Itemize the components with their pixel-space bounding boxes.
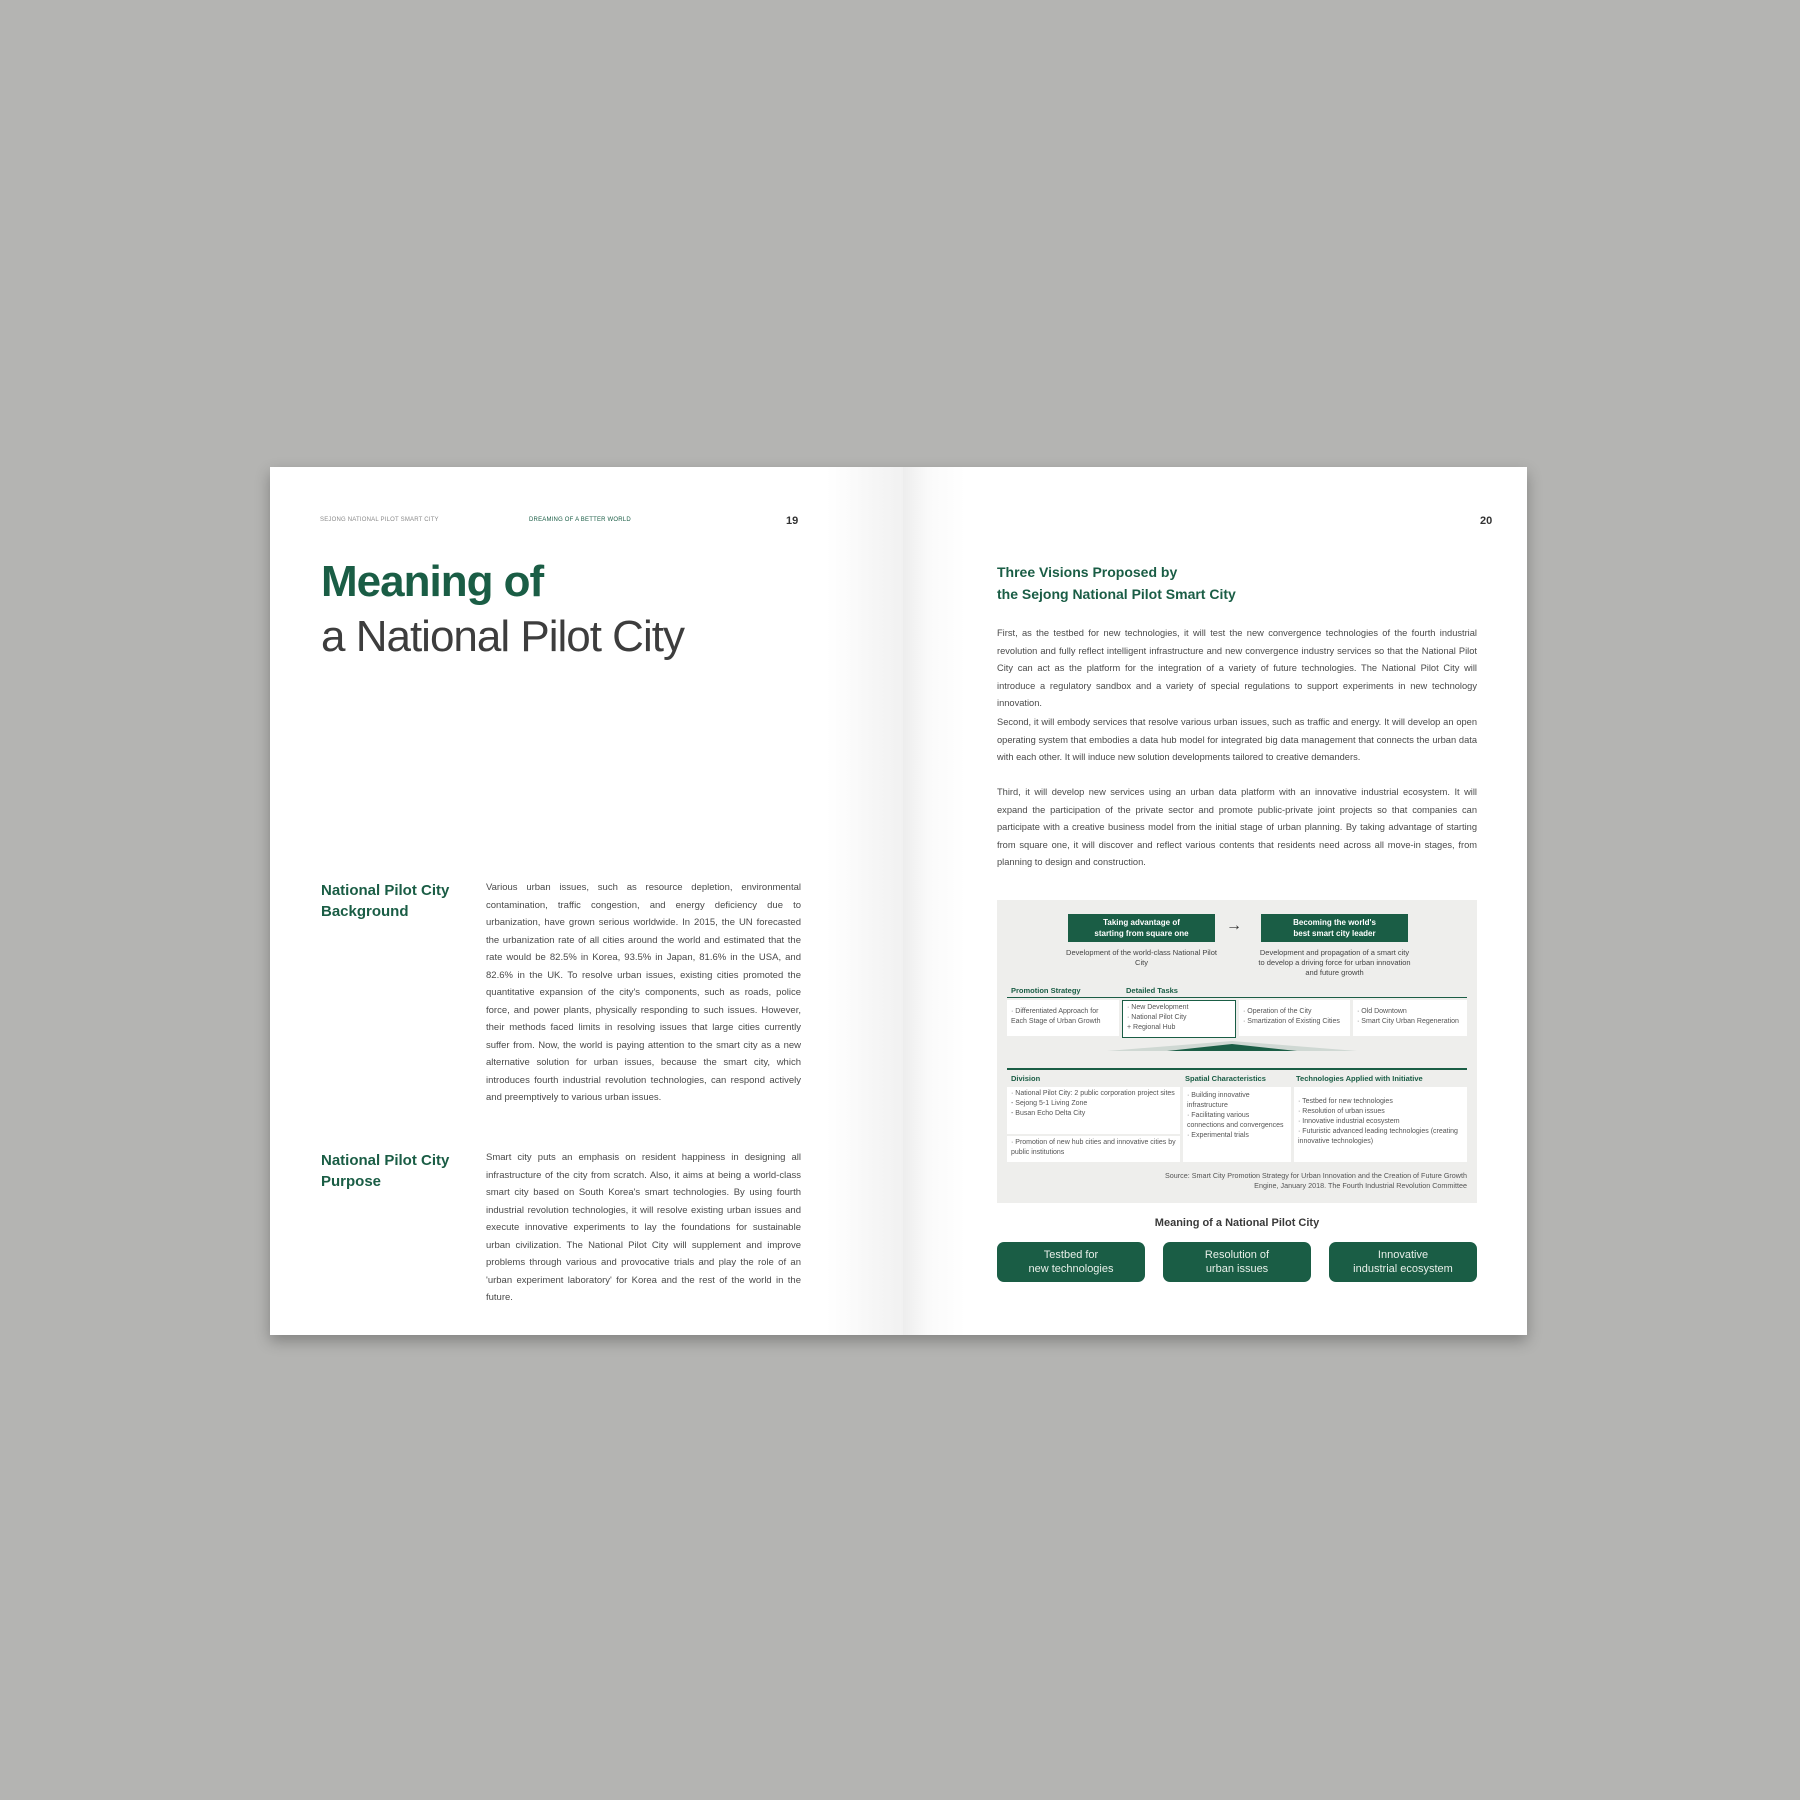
left-page [270,467,903,1335]
diagram-box-leader-desc: Development and propagation of a smart city to develop a driving force for urban innovation and future growth [1258,948,1411,977]
task-cell-old-downtown: · Old Downtown · Smart City Urban Regeneration [1353,1000,1467,1036]
diagram-box-leader: Becoming the world's best smart city leader [1261,914,1408,942]
section-heading-background: National Pilot City Background [321,882,450,920]
meaning-pill-ecosystem: Innovative industrial ecosystem [1329,1242,1477,1282]
meaning-caption: Meaning of a National Pilot City [1154,1217,1320,1229]
vision-paragraph-2: Second, it will embody services that resolve various urban issues, such as traffic and energy. It will develop an open operating system that embodies a data hub model for integrated big data management that connects the urban data with each other. It will induce new solution developments tailored to creative demanders. [997,717,1477,762]
visions-heading-line2: the Sejong National Pilot Smart City [997,586,1236,602]
division-cell-hub: · Promotion of new hub cities and innovative cities by public institutions [1007,1136,1180,1162]
meaning-pill-testbed: Testbed for new technologies [997,1242,1145,1282]
spatial-cell: · Building innovative infrastructure · Facilitating various connections and convergences · Experimental trials [1183,1087,1291,1162]
technologies-label: Technologies Applied with Initiative [1296,1074,1423,1083]
strategy-diagram [997,900,1477,1203]
division-cell-pilot: · National Pilot City: 2 public corporation project sites - Sejong 5-1 Living Zone - Busan Echo Delta City [1007,1087,1180,1134]
page-title-line1: Meaning of [321,557,544,606]
visions-heading-line1: Three Visions Proposed by [997,564,1178,580]
promotion-strategy-cell: · Differentiated Approach for Each Stage of Urban Growth [1007,1000,1119,1036]
detailed-tasks-label: Detailed Tasks [1126,986,1178,995]
page-title-line2: a National Pilot City [321,612,684,661]
meaning-pill-urban-issues: Resolution of urban issues [1163,1242,1311,1282]
running-header-left: SEJONG NATIONAL PILOT SMART CITY [320,517,439,523]
arrow-right-icon: → [1226,917,1242,934]
triangle-connector [1107,1041,1357,1051]
vision-paragraph-3: Third, it will develop new services using an urban data platform with an innovative industrial ecosystem. It will expand the participation of the private sector and promote public-private joint projects so that companies can participate with a creative business model from the initial stage of urban planning. By taking advantage of starting from square one, it will discover and reflect various contents that residents need across all move-in stages, from planning to design and construction. [997,787,1477,867]
promotion-strategy-label: Promotion Strategy [1011,986,1081,995]
right-page [903,467,1527,1335]
task-cell-operation: · Operation of the City · Smartization of Existing Cities [1239,1000,1350,1036]
divider-line [1007,997,1467,998]
section-heading-purpose: National Pilot City Purpose [321,1152,450,1190]
technologies-cell: · Testbed for new technologies · Resolution of urban issues · Innovative industrial ecosystem · Futuristic advanced leading technologies (creating innovative technologies) [1294,1087,1467,1162]
visions-heading [997,561,1236,605]
section-body-background: Various urban issues, such as resource depletion, environmental contamination, traffic congestion, and energy deficiency due to urbanization, have grown serious worldwide. In 2015, the UN forecasted the urbanization rate of all cities around the world and estimated that the rate would be 82.5% in Korea, 93.5% in Japan, 81.6% in the USA, and 82.6% in the UK. To resolve urban issues, existing cities promoted the quantitative expansion of the city's components, such as roads, police force, and power plants, physically responding to such issues. However, their methods faced limits in resolving issues that large cities currently suffer from. Now, the world is paying attention to the smart city as a new alternative solution for urban issues, because the smart city, which introduces fourth industrial revolution technologies, can respond actively and preemptively to various urban issues. [486,882,801,1103]
divider-line [1007,1068,1467,1070]
page-number-left: 19 [786,515,799,527]
diagram-box-square-one-desc: Development of the world-class National Pilot City [1066,948,1217,967]
vision-paragraph-1: First, as the testbed for new technologies, it will test the new convergence technologies of the fourth industrial revolution and fully reflect intelligent infrastructure and new convergence industry services so that the National Pilot City can act as the platform for the integration of a variety of future technologies. The National Pilot City will introduce a regulatory sandbox and a variety of special regulations to support experiments in new technology innovation. [997,628,1477,708]
section-body-purpose: Smart city puts an emphasis on resident happiness in designing all infrastructure of the city from scratch. Also, it aims at being a world-class smart city based on South Korea's smart technologies. By using fourth industrial revolution technologies, it will resolve existing urban issues and execute innovative experiments to lay the foundations for sustainable urban civilization. The National Pilot City will supplement and improve problems through various and provocative trials and play the role of an 'urban experiment laboratory' for Korea and the rest of the world in the future. [486,1152,801,1303]
page-number-right: 20 [1480,515,1493,527]
spatial-characteristics-label: Spatial Characteristics [1185,1074,1266,1083]
booklet-spread [270,467,1527,1335]
diagram-source: Source: Smart City Promotion Strategy for Urban Innovation and the Creation of Future Growth Engine, January 2018. The Fourth Industrial Revolution Committee [1164,1171,1467,1190]
task-cell-new-development: · New Development · National Pilot City + Regional Hub [1122,1000,1236,1038]
division-label: Division [1011,1074,1041,1083]
diagram-box-square-one: Taking advantage of starting from square one [1068,914,1215,942]
running-header-center: DREAMING OF A BETTER WORLD [529,517,631,523]
